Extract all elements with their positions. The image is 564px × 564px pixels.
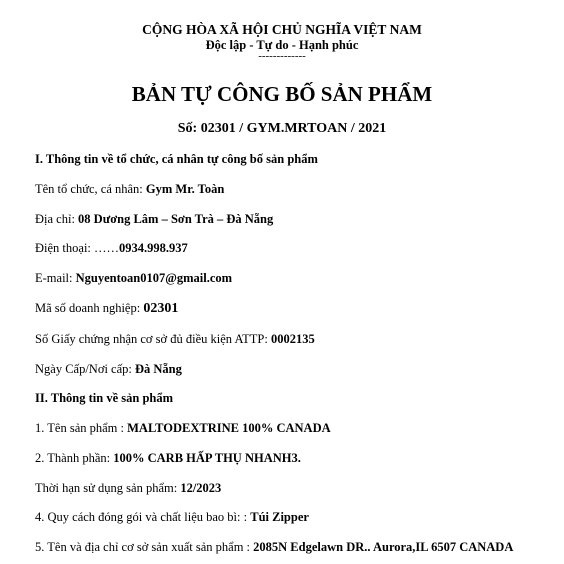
- packaging-label: 4. Quy cách đóng gói và chất liệu bao bì: :: [35, 510, 251, 524]
- product-name-label: 1. Tên sản phẩm :: [35, 421, 128, 435]
- manufacturer-line: [35, 540, 513, 555]
- phone-value: 0934.998.937: [119, 241, 188, 255]
- org-line: [35, 182, 224, 197]
- phone-label: Điện thoại: ……: [35, 241, 120, 255]
- ingredients-value: 100% CARB HẤP THỤ NHANH3.: [113, 451, 301, 465]
- ingredients-line: [35, 451, 301, 466]
- packaging-value: Túi Zipper: [250, 510, 309, 524]
- shelf-life-value: 12/2023: [180, 481, 222, 495]
- product-name-line: [35, 421, 331, 436]
- shelf-life-line: [35, 481, 221, 496]
- section-2-heading: II. Thông tin về sản phẩm: [35, 391, 174, 405]
- email-value: Nguyentoan0107@gmail.com: [75, 271, 233, 285]
- email-label: E-mail:: [35, 271, 76, 285]
- section-1-heading: I. Thông tin về tổ chức, cá nhân tự công bố sản phẩm: [35, 152, 318, 166]
- issue-label: Ngày Cấp/Nơi cấp:: [35, 362, 135, 376]
- document-number: Số: 02301 / GYM.MRTOAN / 2021: [177, 121, 387, 136]
- tax-value: 02301: [143, 301, 179, 316]
- address-value: 08 Dương Lâm – Sơn Trà – Đà Nẵng: [78, 212, 274, 226]
- shelf-life-label: Thời hạn sử dụng sản phẩm:: [35, 481, 181, 495]
- ingredients-label: 2. Thành phần:: [35, 451, 114, 465]
- org-value: Gym Mr. Toàn: [145, 182, 225, 196]
- cert-value: 0002135: [270, 332, 315, 346]
- address-label: Địa chỉ:: [35, 212, 79, 226]
- tax-line: [35, 301, 178, 317]
- document-title: BẢN TỰ CÔNG BỐ SẢN PHẨM: [131, 82, 433, 106]
- email-line: [35, 271, 232, 286]
- issue-value: Đà Nẵng: [135, 362, 182, 376]
- manufacturer-value: 2085N Edgelawn DR.. Aurora,IL 6507 CANADA: [253, 540, 514, 554]
- country-name: CỘNG HÒA XÃ HỘI CHỦ NGHĨA VIỆT NAM: [142, 22, 422, 37]
- header-rule: -------------: [258, 50, 306, 62]
- packaging-line: [35, 510, 309, 525]
- tax-label: Mã số doanh nghiệp:: [35, 301, 144, 315]
- manufacturer-label: 5. Tên và địa chỉ cơ sở sản xuất sản phẩm :: [35, 540, 254, 554]
- product-name-value: MALTODEXTRINE 100% CANADA: [127, 421, 331, 435]
- cert-line: [35, 332, 315, 347]
- phone-line: [35, 241, 188, 256]
- org-label: Tên tổ chức, cá nhân:: [35, 182, 146, 196]
- issue-line: [35, 362, 182, 377]
- address-line: [35, 212, 273, 227]
- cert-label: Số Giấy chứng nhận cơ sở đủ điều kiện ATTP:: [35, 332, 271, 346]
- motto: Độc lập - Tự do - Hạnh phúc: [205, 38, 359, 52]
